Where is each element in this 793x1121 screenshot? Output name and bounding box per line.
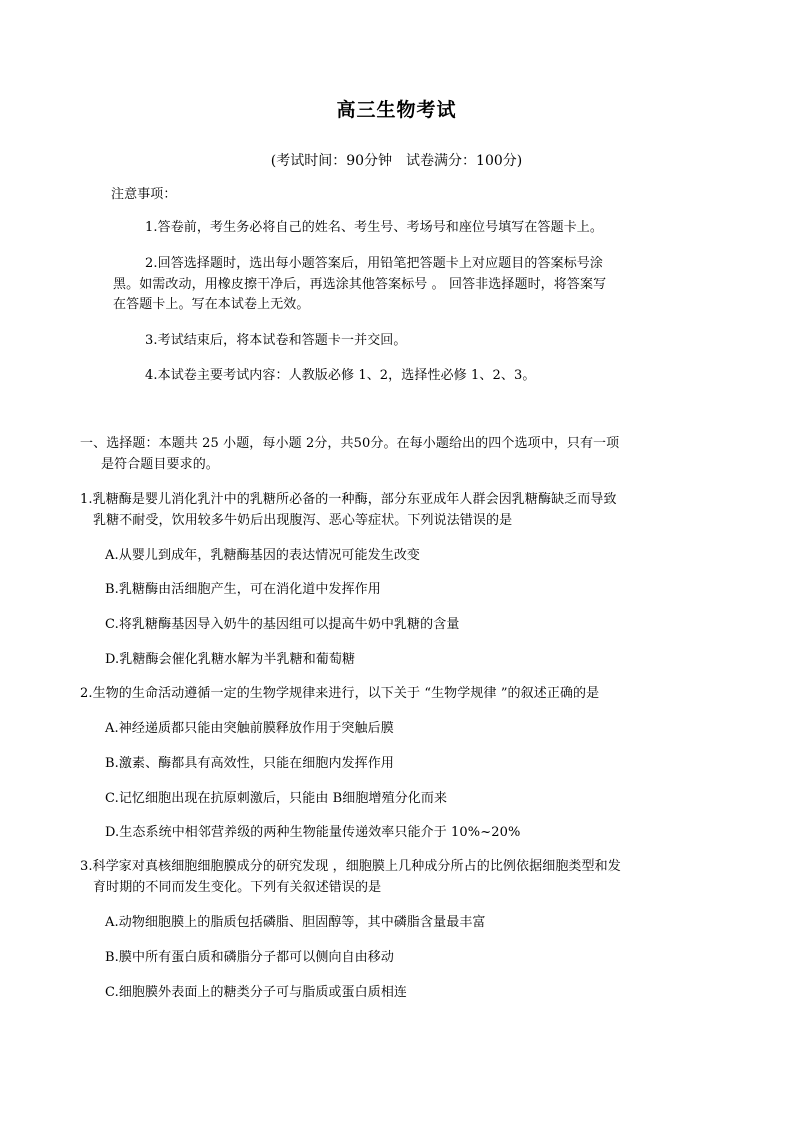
exam-subtitle: (考试时间：90分钟 试卷满分：100分) xyxy=(270,153,523,169)
question-2-option: D.生态系统中相邻营养级的两种生物能量传递效率只能介于 10%~20% xyxy=(105,825,521,840)
question-2-option: C.记忆细胞出现在抗原刺激后，只能由 B细胞增殖分化而来 xyxy=(105,791,448,806)
question-3-option: A.动物细胞膜上的脂质包括磷脂、胆固醇等，其中磷脂含量最丰富 xyxy=(105,915,486,930)
notice-item: 1.答卷前，考生务必将自己的姓名、考生号、考场号和座位号填写在答题卡上。 xyxy=(145,220,604,235)
question-3-option: B.膜中所有蛋白质和磷脂分子都可以侧向自由移动 xyxy=(105,950,394,965)
exam-title: 高三生物考试 xyxy=(336,99,457,121)
notice-heading: 注意事项： xyxy=(111,187,177,202)
question-3-option: C.细胞膜外表面上的糖类分子可与脂质或蛋白质相连 xyxy=(105,985,408,1000)
question-1-option: D.乳糖酶会催化乳糖水解为半乳糖和葡萄糖 xyxy=(105,652,356,667)
question-3-stem: 育时期的不同而发生变化。下列有关叙述错误的是 xyxy=(93,880,382,895)
question-2-option: A.神经递质都只能由突触前膜释放作用于突触后膜 xyxy=(105,721,394,736)
notice-item: 3.考试结束后，将本试卷和答题卡一并交回。 xyxy=(145,333,407,348)
question-2-option: B.激素、酶都具有高效性，只能在细胞内发挥作用 xyxy=(105,756,394,771)
question-1-option: B.乳糖酶由活细胞产生，可在消化道中发挥作用 xyxy=(105,582,381,597)
question-3-stem: 3.科学家对真核细胞细胞膜成分的研究发现 ，细胞膜上几种成分所占的比例依据细胞类型和发 xyxy=(80,859,621,874)
question-1-option: A.从婴儿到成年，乳糖酶基因的表达情况可能发生改变 xyxy=(105,548,421,563)
notice-item: 2.回答选择题时，选出每小题答案后，用铅笔把答题卡上对应题目的答案标号涂 xyxy=(145,256,604,271)
question-2-stem: 2.生物的生命活动遵循一定的生物学规律来进行，以下关于 “生物学规律 ”的叙述正确的是 xyxy=(80,686,600,701)
section-heading-cont: 是符合题目要求的。 xyxy=(101,457,219,472)
section-heading: 一、选择题：本题共 25 小题，每小题 2分，共50分。在每小题给出的四个选项中，只有一项 xyxy=(80,436,620,451)
question-1-stem: 1.乳糖酶是婴儿消化乳汁中的乳糖所必备的一种酶，部分东亚成年人群会因乳糖酶缺乏而导致 xyxy=(80,492,617,507)
question-1-option: C.将乳糖酶基因导入奶牛的基因组可以提高牛奶中乳糖的含量 xyxy=(105,617,460,632)
notice-item: 4.本试卷主要考试内容：人教版必修 1、2，选择性必修 1、2、3。 xyxy=(145,368,536,383)
question-1-stem: 乳糖不耐受，饮用较多牛奶后出现腹泻、恶心等症状。下列说法错误的是 xyxy=(93,513,513,528)
notice-item: 黑。如需改动，用橡皮擦干净后，再选涂其他答案标号 。 回答非选择题时，将答案写 xyxy=(113,277,607,292)
notice-item: 在答题卡上。写在本试卷上无效。 xyxy=(113,297,310,312)
